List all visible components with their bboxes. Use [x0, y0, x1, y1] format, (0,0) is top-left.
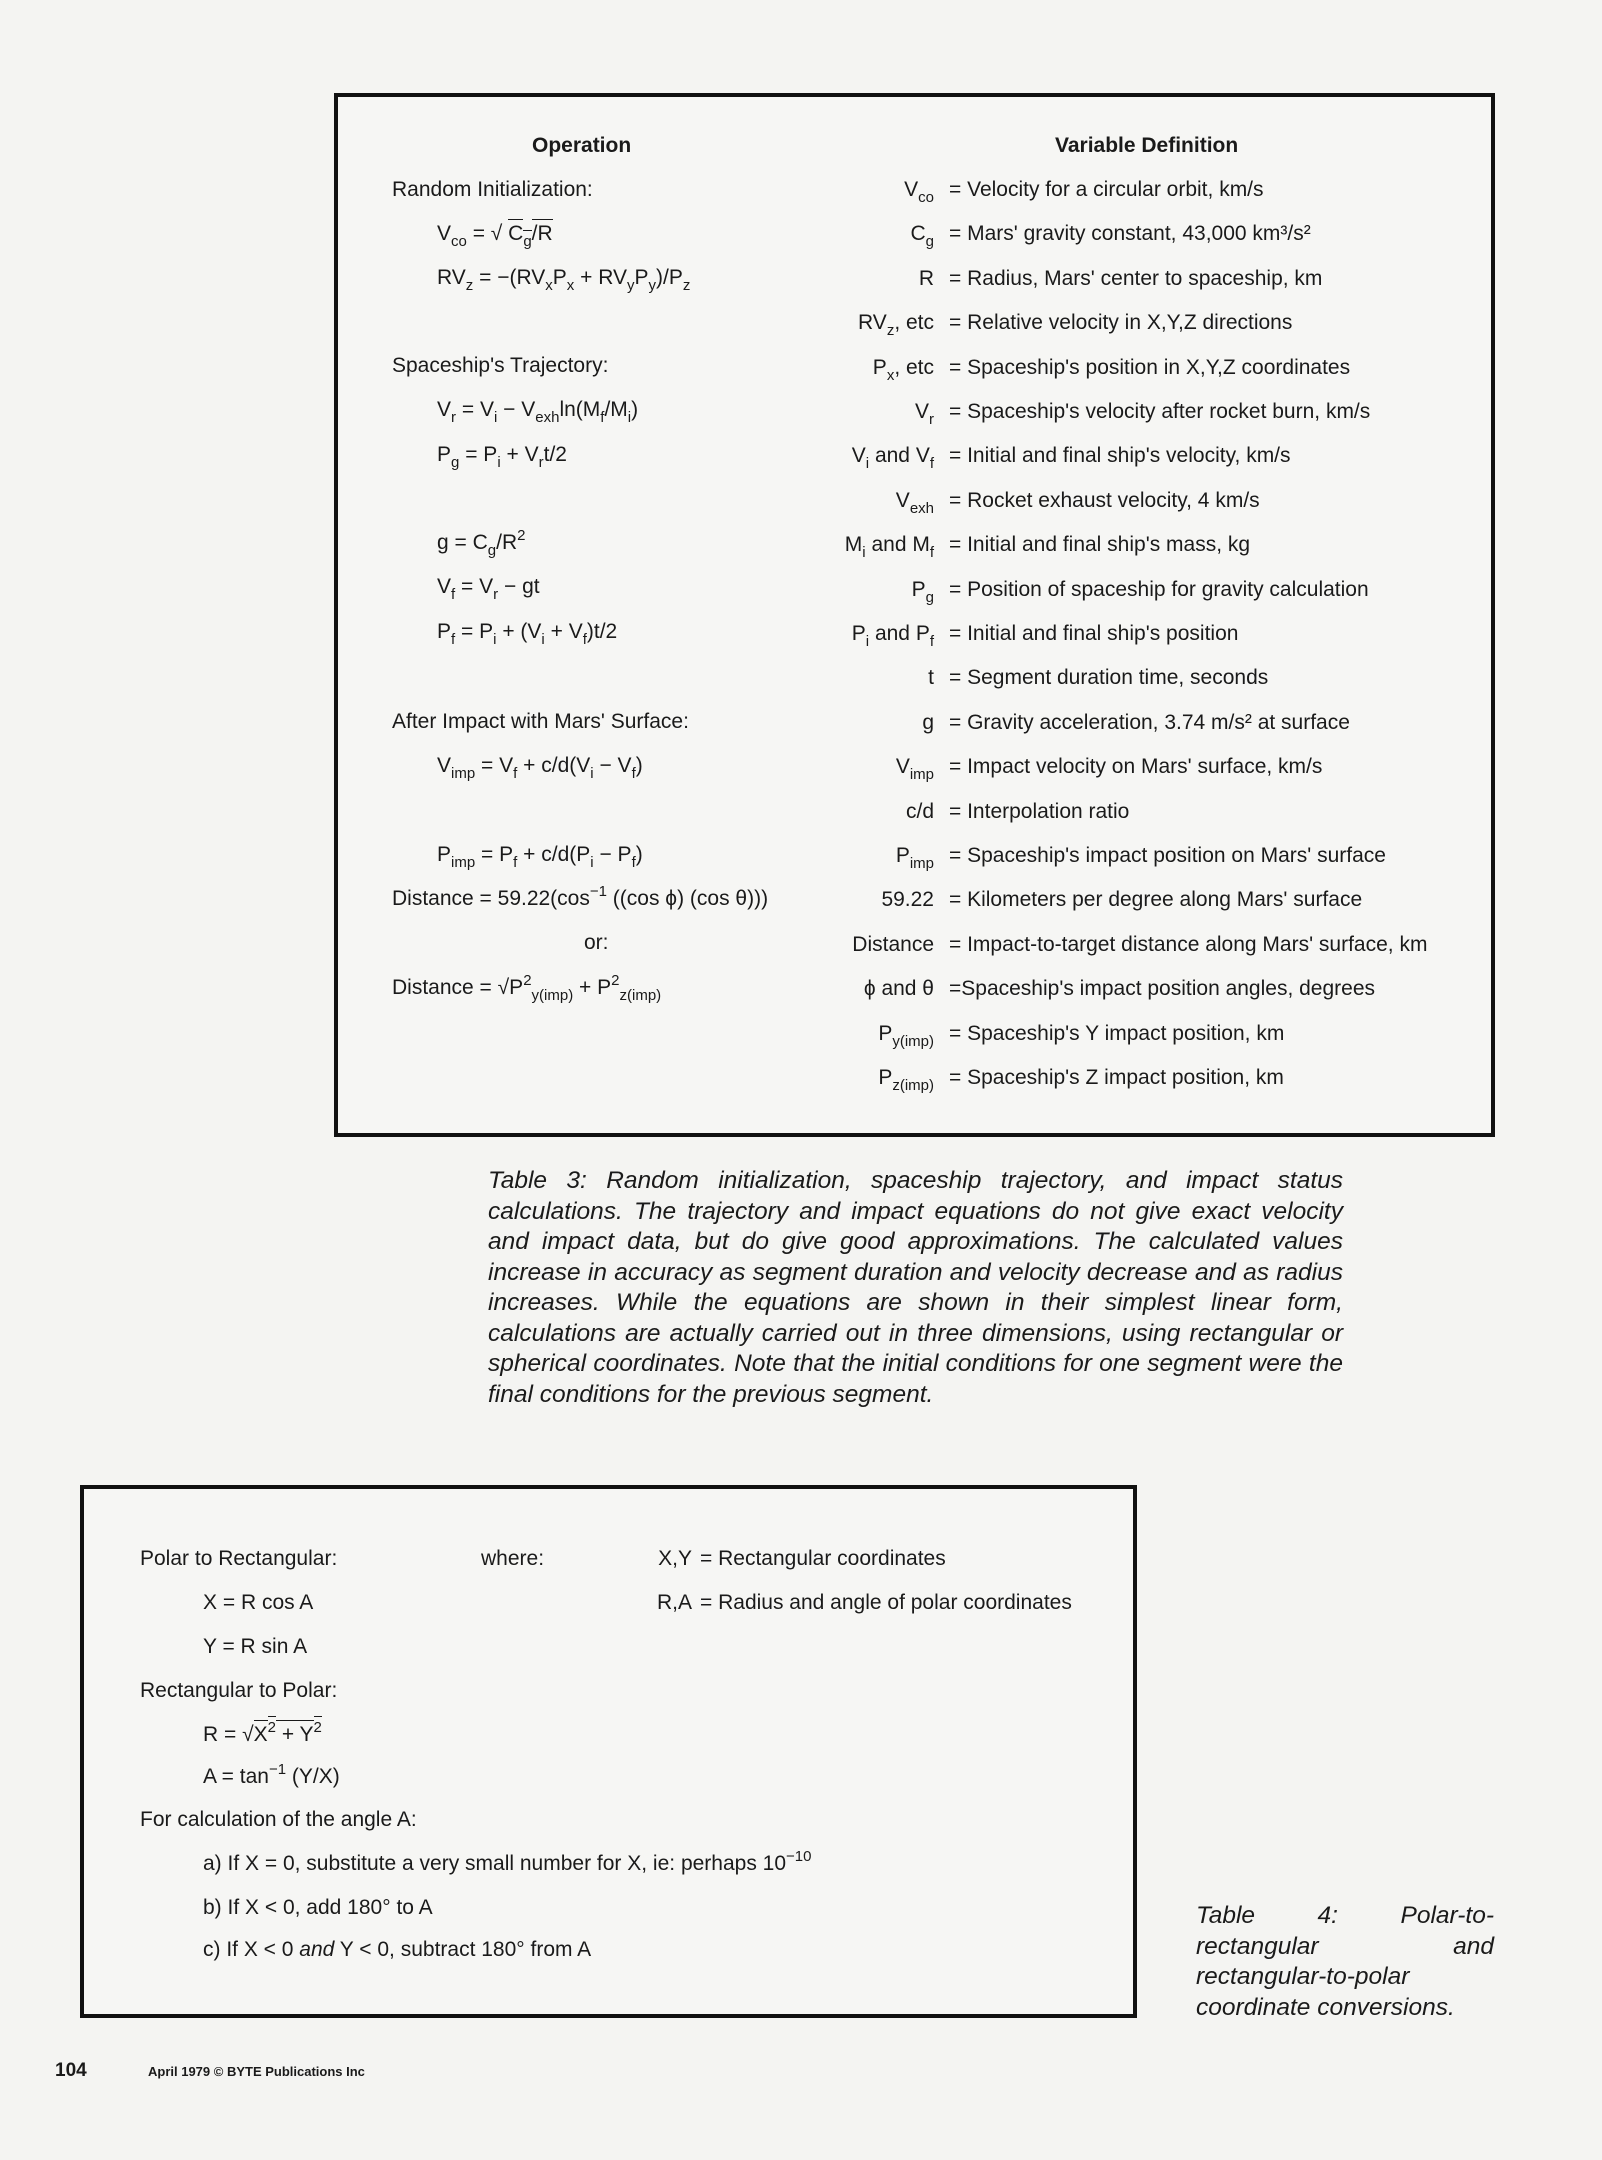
formula-part: − P	[593, 843, 632, 866]
formula-part: V	[895, 755, 910, 779]
formula-part: /M	[604, 398, 628, 421]
formula-part: M	[844, 533, 863, 557]
formula-part: X = R cos A	[203, 1591, 314, 1614]
formula-part: i	[541, 631, 545, 648]
formula-part: , etc	[894, 355, 934, 379]
variable-definition: = Rocket exhaust velocity, 4 km/s	[949, 488, 1260, 512]
coordinate-definition: = Rectangular coordinates	[700, 1547, 946, 1570]
formula-part: t/2	[543, 443, 567, 466]
variable-symbol	[878, 1064, 934, 1092]
operation-line	[437, 841, 643, 869]
variable-symbol	[878, 1020, 934, 1048]
variable-definition: = Initial and final ship's mass, kg	[949, 533, 1251, 557]
formula-part: = P	[475, 843, 514, 866]
formula-part: f	[451, 631, 456, 648]
formula-part: P	[437, 443, 452, 466]
conversion-line	[203, 1894, 433, 1922]
formula-part: r	[538, 454, 544, 471]
formula-part: Distance = 59.22(cos	[392, 887, 590, 910]
formula-part: )	[635, 843, 643, 866]
variable-symbol	[896, 487, 934, 515]
operation-line	[584, 929, 609, 957]
formula-part: a) If X = 0, substitute a very small number for X, ie: perhaps 10	[203, 1852, 787, 1875]
formula-part: f	[631, 854, 636, 871]
variable-definition: = Spaceship's position in X,Y,Z coordinates	[949, 355, 1351, 379]
operation-line	[437, 396, 638, 424]
formula-part: + P	[573, 976, 612, 999]
formula-part: = V	[456, 398, 494, 421]
formula-part: RV	[858, 311, 887, 335]
variable-symbol	[915, 398, 934, 426]
formula-part: exh	[535, 409, 560, 426]
variable-definition: = Relative velocity in X,Y,Z directions	[949, 311, 1293, 335]
formula-part: r	[451, 409, 457, 426]
variable-symbol	[858, 309, 934, 340]
formula-part: y	[627, 277, 635, 294]
operation-line	[437, 264, 690, 292]
formula-part: ((cos ϕ) (cos θ)))	[606, 887, 769, 910]
formula-part: + c/d(P	[517, 843, 591, 866]
formula-part: and V	[869, 444, 930, 468]
formula-part: f	[631, 765, 636, 782]
formula-part: i	[627, 409, 632, 426]
formula-part: g = C	[437, 531, 488, 554]
formula-part: f	[513, 854, 518, 871]
formula-part: i	[865, 455, 870, 473]
formula-part: i	[493, 631, 497, 648]
conversion-line	[203, 1589, 313, 1617]
formula-part: ϕ and θ	[863, 977, 934, 1001]
formula-part: r	[493, 586, 499, 603]
formula-part: Spaceship's Trajectory:	[392, 354, 609, 377]
formula-part: g	[487, 542, 497, 559]
variable-symbol	[906, 798, 934, 826]
formula-part: imp	[451, 854, 476, 871]
conversion-line	[140, 1545, 337, 1573]
coordinate-symbol: R,A	[656, 1591, 692, 1614]
formula-part: (Y/X)	[286, 1765, 340, 1788]
formula-part: V	[437, 222, 452, 245]
formula-part: 2	[517, 527, 526, 544]
formula-part: i	[590, 854, 594, 871]
formula-part: = P	[455, 620, 494, 643]
formula-part: t	[928, 666, 934, 690]
formula-part: Distance = √	[392, 976, 510, 999]
formula-part: R = √	[203, 1723, 254, 1746]
formula-part: − V	[497, 398, 536, 421]
operation-line	[392, 352, 608, 380]
operation-header: Operation	[532, 134, 632, 157]
variable-symbol	[922, 709, 934, 737]
formula-part: = √	[466, 222, 509, 245]
formula-part: + V	[544, 620, 583, 643]
formula-part: f	[929, 455, 934, 473]
formula-part: = V	[455, 575, 494, 598]
formula-part: = −(RV	[473, 266, 546, 289]
variable-definition: = Mars' gravity constant, 43,000 km³/s²	[949, 222, 1311, 246]
formula-part: g	[451, 454, 460, 471]
formula-part: = V	[475, 754, 514, 777]
formula-part: ln(M	[559, 398, 601, 421]
formula-part: P	[851, 622, 866, 645]
formula-part: x	[566, 277, 575, 294]
operation-line	[437, 752, 643, 780]
formula-part: and P	[869, 622, 930, 645]
formula-part: x	[886, 366, 895, 384]
formula-part: Polar to Rectangular:	[140, 1547, 338, 1570]
formula-part: f	[600, 409, 605, 426]
formula-part: V	[437, 575, 452, 598]
variable-definition: = Spaceship's impact position on Mars' surface	[949, 844, 1386, 867]
formula-part: P	[895, 844, 910, 867]
formula-part: z	[886, 322, 895, 340]
operation-line	[437, 529, 525, 557]
formula-part: Distance	[852, 932, 934, 956]
formula-part: −10	[786, 1848, 812, 1865]
variable-symbol	[904, 176, 934, 204]
formula-part: + Y	[276, 1720, 314, 1746]
formula-part: b) If X < 0, add 180° to A	[203, 1896, 433, 1919]
formula-part: and	[299, 1938, 335, 1961]
variable-definition: = Gravity acceleration, 3.74 m/s² at surface	[949, 710, 1350, 734]
coordinate-definition: = Radius and angle of polar coordinates	[700, 1591, 1072, 1614]
formula-part: P	[878, 1021, 893, 1045]
formula-part: )	[631, 398, 639, 421]
formula-part: P	[878, 1066, 893, 1089]
formula-part: or:	[584, 931, 609, 954]
variable-symbol	[919, 265, 934, 293]
formula-part: = P	[459, 443, 498, 466]
formula-part: f	[451, 586, 456, 603]
operation-line	[392, 176, 593, 204]
variable-symbol	[864, 975, 934, 1003]
variable-definition: = Radius, Mars' center to spaceship, km	[949, 266, 1323, 290]
formula-part: V	[904, 178, 919, 201]
variable-definition: = Position of spaceship for gravity calculation	[949, 577, 1369, 601]
formula-part: After Impact with Mars' Surface:	[392, 710, 689, 733]
formula-part: − V	[593, 754, 632, 777]
variable-symbol	[851, 442, 934, 473]
formula-part: f	[929, 633, 934, 650]
operation-line	[392, 885, 768, 913]
formula-part: 2	[314, 1716, 322, 1736]
formula-part: − gt	[498, 575, 540, 598]
variable-definition: =Spaceship's impact position angles, degrees	[949, 977, 1376, 1001]
variable-symbol	[910, 220, 934, 251]
formula-part: Rectangular to Polar:	[140, 1679, 338, 1702]
formula-part: /R	[532, 219, 553, 245]
variable-definition: = Kilometers per degree along Mars' surface	[949, 888, 1363, 912]
conversion-line	[140, 1806, 417, 1834]
variable-symbol	[844, 531, 934, 562]
formula-part: g	[925, 588, 934, 606]
table4-caption: Table 4: Polar-to-rectangular and rectangular-to-polar coordinate conversions.	[1196, 1902, 1494, 2021]
footer-credit: April 1979 © BYTE Publications Inc	[148, 2064, 365, 2079]
formula-part: 59.22	[881, 888, 934, 912]
operation-line	[437, 220, 553, 248]
formula-part: A = tan	[203, 1765, 269, 1788]
formula-part: i	[862, 544, 866, 562]
formula-part: i	[493, 409, 498, 426]
conversion-line	[140, 1677, 337, 1705]
variable-definition: = Segment duration time, seconds	[949, 666, 1269, 690]
variable-symbol	[895, 753, 934, 784]
formula-part: X	[254, 1720, 268, 1746]
formula-part: x	[545, 277, 553, 294]
formula-part: P	[634, 266, 649, 289]
formula-part: /R	[496, 531, 518, 554]
formula-part: and M	[865, 533, 930, 557]
formula-part: + RV	[574, 266, 628, 289]
formula-part: V	[437, 754, 452, 777]
variable-symbol	[912, 576, 934, 604]
formula-part: P	[911, 577, 926, 601]
formula-part: C	[910, 222, 926, 246]
variable-symbol	[852, 620, 934, 648]
formula-part: i	[865, 633, 870, 650]
formula-part: y(imp)	[892, 1032, 934, 1050]
formula-part: V	[895, 488, 910, 512]
formula-part: P	[552, 266, 567, 289]
formula-part: g	[523, 230, 531, 250]
variable-definition: = Initial and final ship's position	[949, 622, 1239, 645]
formula-part: + V	[500, 443, 539, 466]
variable-definition: = Initial and final ship's velocity, km/s	[949, 444, 1291, 468]
formula-part: y	[648, 277, 657, 294]
formula-part: g	[925, 233, 934, 251]
formula-part: exh	[909, 499, 934, 517]
formula-part: z	[465, 277, 474, 294]
formula-part: V	[437, 398, 452, 421]
formula-part: 2	[268, 1716, 276, 1736]
formula-part: )t/2	[586, 620, 618, 643]
formula-part: P	[437, 620, 452, 643]
formula-part: y(imp)	[531, 987, 574, 1004]
formula-part: −1	[589, 883, 607, 900]
formula-part: P	[437, 843, 452, 866]
variable-definition: = Impact-to-target distance along Mars' surface, km	[949, 932, 1428, 956]
conversion-line	[203, 1850, 811, 1878]
variable-symbol	[881, 886, 934, 914]
formula-part: P	[872, 355, 887, 379]
formula-part: + c/d(V	[517, 754, 591, 777]
formula-part: , etc	[894, 311, 934, 335]
formula-part: Y = R sin A	[203, 1635, 308, 1658]
conversion-line	[203, 1763, 340, 1791]
operation-line	[437, 573, 540, 601]
variable-definition: = Impact velocity on Mars' surface, km/s	[949, 755, 1323, 779]
formula-part: )	[635, 754, 643, 777]
formula-part: c) If X < 0	[203, 1938, 300, 1961]
formula-part: imp	[909, 855, 934, 872]
formula-part: imp	[451, 765, 476, 782]
formula-part: )/P	[656, 266, 683, 289]
variable-symbol	[852, 931, 934, 959]
formula-part: co	[451, 233, 467, 250]
variable-definition-header: Variable Definition	[1055, 134, 1239, 157]
formula-part: f	[513, 765, 518, 782]
formula-part: g	[922, 710, 934, 734]
operation-line	[437, 618, 617, 646]
formula-part: co	[918, 189, 934, 206]
formula-part: + (V	[496, 620, 542, 643]
conversion-line	[203, 1936, 591, 1964]
formula-part: For calculation of the angle A:	[140, 1808, 417, 1831]
formula-part: 2	[611, 972, 620, 989]
conversion-line	[203, 1721, 322, 1749]
formula-part: Y < 0, subtract 180° from A	[334, 1938, 592, 1961]
where-label: where:	[481, 1547, 545, 1570]
formula-part: V	[914, 400, 929, 423]
variable-symbol	[873, 354, 934, 382]
formula-part: −1	[268, 1761, 287, 1778]
formula-part: P	[509, 976, 524, 999]
formula-part: RV	[437, 266, 466, 289]
formula-part: 2	[523, 972, 532, 989]
coordinate-symbol: X,Y	[658, 1547, 692, 1570]
variable-definition: = Spaceship's Z impact position, km	[949, 1066, 1284, 1089]
variable-definition: = Spaceship's velocity after rocket burn, km/s	[949, 400, 1371, 423]
formula-part: imp	[909, 766, 934, 784]
variable-definition: = Interpolation ratio	[949, 799, 1130, 823]
formula-part: r	[929, 411, 934, 428]
conversion-line	[203, 1633, 307, 1661]
operation-line	[437, 441, 567, 469]
table3-caption: Table 3: Random initialization, spaceship trajectory, and impact status calculations. The trajectory and impact equations do not give exact velocity and impact data, but do give good approximations. The calculated values increase in accuracy as segment duration and velocity decrease and as radius increases. While the equations are shown in their simplest linear form, calculations are actually carried out in three dimensions, using rectangular or spherical coordinates. Note that the initial conditions for one segment were the final conditions for the previous segment.	[488, 1167, 1343, 1408]
formula-part: z(imp)	[619, 987, 662, 1004]
formula-part: f	[582, 631, 587, 648]
formula-part: Random Initialization:	[392, 178, 593, 201]
formula-part: f	[929, 544, 934, 562]
page-number: 104	[55, 2060, 87, 2081]
operation-line	[392, 974, 661, 1002]
operation-line	[392, 708, 689, 736]
formula-part: z	[682, 277, 691, 294]
formula-part: c/d	[905, 799, 934, 823]
variable-symbol	[928, 664, 934, 692]
formula-part: R	[918, 266, 934, 290]
variable-definition: = Velocity for a circular orbit, km/s	[949, 178, 1264, 201]
formula-part: i	[497, 454, 501, 471]
variable-symbol	[896, 842, 934, 870]
variable-definition: = Spaceship's Y impact position, km	[949, 1021, 1285, 1045]
formula-part: z(imp)	[892, 1077, 934, 1094]
formula-part: i	[590, 765, 594, 782]
formula-part: C	[508, 219, 523, 245]
formula-part: V	[851, 444, 866, 468]
